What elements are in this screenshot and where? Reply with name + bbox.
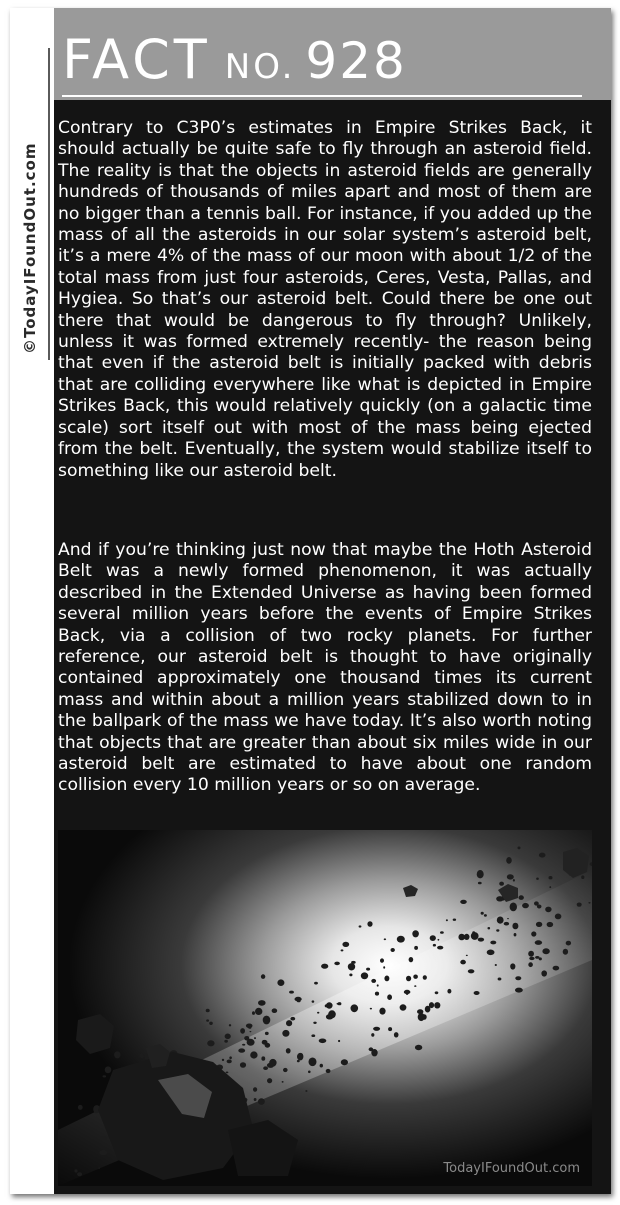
asteroid-particle <box>334 962 340 966</box>
asteroid-particle <box>380 958 384 962</box>
asteroid-particle <box>325 1004 329 1007</box>
fact-title <box>62 28 407 94</box>
asteroid-particle <box>384 976 389 982</box>
asteroid-field-image <box>58 830 592 1186</box>
asteroid-particle <box>250 1051 257 1058</box>
asteroid-particle <box>290 1017 295 1021</box>
asteroid-particle <box>238 1048 245 1052</box>
asteroid-particle <box>499 882 504 886</box>
asteroid-particle <box>349 974 352 977</box>
asteroid-particle <box>261 974 265 979</box>
asteroid-particle <box>507 918 509 919</box>
asteroid-particle <box>474 991 480 995</box>
fact-label: FACT <box>62 28 211 91</box>
asteroid-particle <box>314 982 318 985</box>
side-strip <box>10 8 54 1194</box>
asteroid-particle <box>528 962 533 967</box>
asteroid-particle <box>478 882 482 885</box>
asteroid-particle <box>488 927 491 929</box>
asteroid-particle <box>225 1034 231 1040</box>
asteroid-particle <box>484 914 487 917</box>
asteroid-particle <box>140 1053 144 1058</box>
asteroid-particle <box>261 1056 265 1060</box>
asteroid-particle <box>510 903 517 912</box>
asteroid-particle <box>308 1071 311 1074</box>
asteroid-particle <box>433 944 436 947</box>
asteroid-particle <box>371 979 376 983</box>
asteroid-particle <box>563 949 568 955</box>
asteroid-particle <box>547 922 554 927</box>
asteroid-particle <box>262 1040 268 1045</box>
asteroid-particle <box>320 1064 323 1068</box>
asteroid-particle <box>581 875 584 879</box>
asteroid-particle <box>263 1016 271 1025</box>
asteroid-particle <box>577 903 582 907</box>
asteroid-particle <box>367 921 372 927</box>
asteroid-particle <box>326 1069 331 1073</box>
asteroid-particle <box>253 1087 257 1092</box>
asteroid-particle <box>397 936 405 943</box>
asteroid-particle <box>267 1078 272 1083</box>
asteroid-particle <box>487 950 495 956</box>
asteroid-particle <box>498 978 502 981</box>
fact-number: 928 <box>305 32 407 90</box>
asteroid-particle <box>460 900 467 904</box>
asteroid-particle <box>545 907 551 913</box>
asteroid-particle <box>510 963 515 969</box>
asteroid-particle <box>289 991 294 994</box>
paragraph-1: Contrary to C3P0’s estimates in Empire Strikes Back, it should actually be quite safe to fly through an asteroid field. The reality is that the objects in asteroid fields are generally hundreds of thousands of miles apart and most of them are no bigger than a tennis ball. For instance, if you added up the mass of all the asteroids in our solar system’s asteroid belt, it’s a mere 4% of the mass of our moon with about 1/2 of the total mass from just four asteroids, Ceres, Vesta, Pallas, and Hygiea. So that’s our asteroid belt. Could there be one out there that would be dangerous to fly through? Unlikely, unless it was formed extremely recently- the reason being that even if the asteroid belt is initially packed with debris that are colliding everywhere like what is depicted in Empire Strikes Back, this would relatively quickly (on a galactic time scale) sort itself out with most of the mass being ejected from the belt. Eventually, the system would stabilize itself to something like our asteroid belt. <box>58 118 592 481</box>
asteroid-particle <box>342 942 349 947</box>
asteroid-particle <box>277 979 284 986</box>
asteroid-particle <box>531 931 536 936</box>
asteroid-particle <box>536 878 539 880</box>
asteroid-particle <box>105 1066 112 1073</box>
asteroid-particle <box>387 994 392 1000</box>
asteroid-particle <box>78 1105 83 1110</box>
asteroid-particle <box>209 1022 213 1025</box>
asteroid-particle <box>240 1062 246 1068</box>
asteroid-particle <box>326 1014 333 1019</box>
asteroid-particle <box>371 1033 374 1037</box>
asteroid-particle <box>415 1045 422 1050</box>
asteroid-particle <box>366 968 370 971</box>
asteroid-particle <box>311 1034 315 1037</box>
asteroid-particle <box>539 853 546 858</box>
asteroid-particle <box>478 938 484 942</box>
asteroid-particle <box>77 1172 82 1176</box>
asteroid-particle <box>515 988 523 993</box>
title-underline <box>62 95 582 97</box>
asteroid-particle <box>536 922 542 927</box>
asteroid-particle <box>519 895 524 900</box>
asteroid-particle <box>263 1066 268 1070</box>
asteroid-particle <box>351 1004 359 1012</box>
asteroid-particle <box>229 1056 232 1059</box>
asteroid-particle <box>317 1012 319 1014</box>
asteroid-particle <box>430 935 436 941</box>
asteroid-particle <box>553 966 560 971</box>
asteroid-particle <box>248 1026 251 1028</box>
asteroid-particle <box>283 1068 288 1072</box>
asteroid-particle <box>496 896 503 901</box>
asteroid-particle <box>471 932 479 940</box>
asteroid-particle <box>309 1058 317 1067</box>
asteroid-particle <box>414 946 418 950</box>
asteroid-particle <box>282 1030 289 1037</box>
asteroid-particle <box>418 1013 425 1021</box>
asteroid-particle <box>341 949 344 951</box>
asteroid-particle <box>549 876 553 879</box>
asteroid-particle <box>566 941 571 946</box>
asteroid-particle <box>240 1028 245 1034</box>
asteroid-particle <box>458 934 465 941</box>
asteroid-particle <box>313 1022 316 1024</box>
asteroid-particle <box>497 917 504 924</box>
asteroid-field-illustration <box>58 830 592 1186</box>
asteroid-particle <box>206 1019 209 1021</box>
asteroid-particle <box>514 933 517 936</box>
asteroid-particle <box>207 1040 214 1046</box>
asteroid-particle <box>99 1150 107 1155</box>
asteroid-particle <box>250 1031 252 1032</box>
asteroid-particle <box>319 1039 327 1044</box>
asteroid-particle <box>429 1002 434 1008</box>
asteroid-particle <box>537 905 542 909</box>
asteroid-particle <box>522 903 529 908</box>
asteroid-particle <box>265 1032 269 1035</box>
paragraph-2: And if you’re thinking just now that maybe the Hoth Asteroid Belt was a newly formed phenomenon, it was actually described in the Extended Universe as having been formed several million years before the events of Empire Strikes Back, via a collision of two rocky planets. For further reference, our asteroid belt is thought to have originally contained approximately one thousand times its current mass and within about a million years stabilized down to in the ballpark of the mass we have today. It’s also worth noting that objects that are greater than about six miles wide in our asteroid belt are estimated to have about one random collision every 10 million years or so on average. <box>58 540 592 796</box>
asteroid-particle <box>226 1072 229 1074</box>
asteroid-particle <box>206 1009 210 1013</box>
asteroid-particle <box>447 989 451 994</box>
asteroid-particle <box>312 1000 315 1002</box>
asteroid-particle <box>481 912 484 915</box>
asteroid-particle <box>460 960 466 965</box>
asteroid-particle <box>351 961 356 964</box>
asteroid-particle <box>254 1037 256 1039</box>
asteroid-particle <box>258 1098 265 1105</box>
asteroid-particle <box>384 938 386 940</box>
asteroid-particle <box>513 879 515 882</box>
asteroid-particle <box>512 923 518 930</box>
asteroid-particle <box>394 1032 399 1037</box>
asteroid-particle <box>242 1044 245 1046</box>
asteroid-particle <box>468 969 475 973</box>
asteroid-particle <box>391 948 395 952</box>
asteroid-particle <box>446 919 448 921</box>
asteroid-particle <box>74 1169 77 1172</box>
asteroid-particle <box>435 991 439 994</box>
asteroid-particle <box>373 1027 380 1031</box>
asteroid-particle <box>297 1000 301 1003</box>
asteroid-particle <box>247 1039 255 1046</box>
asteroid-particle <box>224 1040 228 1043</box>
asteroid-particle <box>541 970 547 976</box>
asteroid-particle <box>549 886 551 888</box>
asteroid-particle <box>438 939 440 941</box>
asteroid-particle <box>379 1008 385 1015</box>
asteroid-particle <box>359 925 362 927</box>
asteroid-particle <box>388 1027 392 1031</box>
asteroid-particle <box>437 946 443 950</box>
asteroid-particle <box>375 992 379 996</box>
fact-card <box>10 8 611 1194</box>
asteroid-particle <box>518 847 521 850</box>
asteroid-particle <box>506 857 512 864</box>
asteroid-particle <box>102 1136 106 1139</box>
asteroid-particle <box>383 966 385 968</box>
asteroid-particle <box>337 1003 339 1005</box>
asteroid-particle <box>453 919 456 921</box>
asteroid-particle <box>412 930 419 937</box>
asteroid-particle <box>515 976 521 980</box>
asteroid-particle <box>269 1059 276 1067</box>
asteroid-particle <box>272 1008 278 1013</box>
asteroid-particle <box>371 1049 377 1056</box>
asteroid-particle <box>539 957 542 960</box>
asteroid-particle <box>229 1024 231 1026</box>
asteroid-particle <box>413 975 418 979</box>
asteroid-particle <box>495 964 497 966</box>
asteroid-particle <box>504 922 509 926</box>
asteroid-particle <box>466 955 468 956</box>
asteroid-particle <box>370 1008 372 1010</box>
asteroid-particle <box>361 972 368 979</box>
asteroid-particle <box>496 929 499 931</box>
asteroid-particle <box>338 1040 340 1042</box>
asteroid-particle <box>252 1011 255 1015</box>
asteroid-particle <box>258 1000 266 1006</box>
asteroid-particle <box>297 1060 300 1062</box>
asteroid-particle <box>297 1053 303 1060</box>
copyright-text: ©TodayIFoundOut.com <box>21 142 39 354</box>
asteroid-particle <box>305 1090 307 1092</box>
asteroid-particle <box>377 984 379 986</box>
image-watermark: TodayIFoundOut.com <box>443 1161 580 1176</box>
asteroid-particle <box>542 948 549 954</box>
asteroid-particle <box>400 1004 407 1010</box>
asteroid-particle <box>434 1002 440 1008</box>
asteroid-particle <box>423 975 427 980</box>
asteroid-particle <box>490 941 496 945</box>
asteroid-particle <box>98 1167 100 1169</box>
asteroid-particle <box>348 963 355 970</box>
asteroid-particle <box>282 1081 284 1083</box>
side-divider <box>48 48 50 360</box>
asteroid-particle <box>588 902 590 904</box>
asteroid-particle <box>114 1051 120 1058</box>
asteroid-particle <box>286 1020 292 1026</box>
asteroid-particle <box>321 964 328 969</box>
asteroid-particle <box>535 940 542 945</box>
asteroid-particle <box>555 914 562 920</box>
asteroid-particle <box>103 1075 107 1077</box>
asteroid-particle <box>528 951 534 957</box>
asteroid-particle <box>477 870 484 878</box>
asteroid-particle <box>404 990 411 994</box>
number-prefix: NO. <box>224 47 296 87</box>
asteroid-particle <box>406 976 411 982</box>
asteroid-particle <box>507 874 514 879</box>
asteroid-particle <box>222 1059 224 1061</box>
asteroid-particle <box>286 1048 291 1053</box>
asteroid-particle <box>414 985 416 987</box>
asteroid-particle <box>341 1059 348 1065</box>
asteroid-particle <box>440 931 444 934</box>
asteroid-particle <box>529 957 534 960</box>
asteroid-particle <box>227 1060 232 1064</box>
asteroid-particle <box>255 1008 262 1015</box>
asteroid-particle <box>254 1098 257 1101</box>
asteroid-particle <box>409 957 414 962</box>
